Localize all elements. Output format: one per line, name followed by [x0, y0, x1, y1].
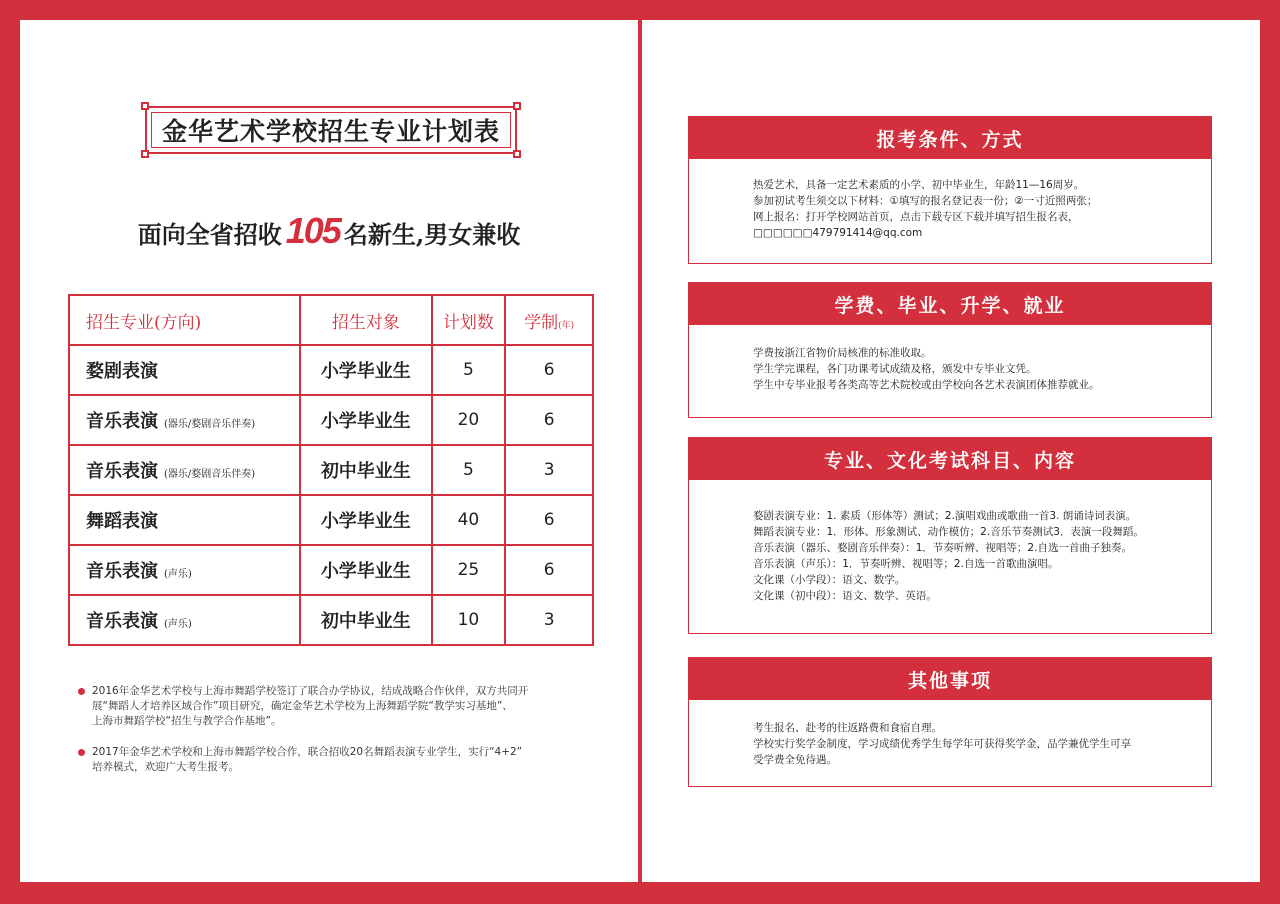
note-item [78, 745, 598, 775]
cell-target: 初中毕业生 [300, 445, 431, 495]
section-line: 音乐表演（声乐）：1．节奏听辨、视唱等；2.自选一首歌曲演唱。 [753, 558, 1059, 570]
table-row [69, 595, 593, 645]
table-row [69, 445, 593, 495]
header-target: 招生对象 [300, 295, 431, 345]
page-title: 金华艺术学校招生专业计划表 [161, 117, 500, 146]
cell-duration: 6 [505, 545, 593, 595]
section-line: 受学费全免待遇。 [753, 754, 837, 766]
section-line: 舞蹈表演专业：1．形体、形象测试、动作模仿；2.音乐节奏测试3．表演一段舞蹈。 [753, 526, 1144, 538]
section-body [689, 159, 1211, 241]
headline-suffix: 名新生,男女兼收 [343, 220, 521, 249]
bullet-dot-icon [78, 749, 85, 756]
cell-target: 小学毕业生 [300, 545, 431, 595]
section-title: 报考条件、方式 [689, 117, 1211, 159]
major-name: 舞蹈表演 [86, 511, 158, 532]
cell-target: 初中毕业生 [300, 595, 431, 645]
major-note: (器乐/婺剧音乐伴奏) [164, 469, 256, 480]
major-name: 婺剧表演 [86, 361, 158, 382]
table-row [69, 495, 593, 545]
cell-count: 40 [432, 495, 506, 545]
cell-duration: 3 [505, 445, 593, 495]
frame-corner [141, 150, 149, 158]
cell-target: 小学毕业生 [300, 345, 431, 395]
section-title: 专业、文化考试科目、内容 [689, 438, 1211, 480]
note-item [78, 684, 598, 729]
cell-count: 20 [432, 395, 506, 445]
section-fees [688, 282, 1212, 418]
table-row [69, 395, 593, 445]
note-line: 2017年金华艺术学校和上海市舞蹈学校合作，联合招收20名舞蹈表演专业学生，实行“4+2” [92, 746, 523, 758]
section-title: 其他事项 [689, 658, 1211, 700]
cell-count: 10 [432, 595, 506, 645]
note-line: 培养模式，欢迎广大考生报考。 [92, 761, 239, 773]
table-header-row [69, 295, 593, 345]
section-line: 学生中专毕业报考各类高等艺术院校或由学校向各艺术表演团体推荐就业。 [753, 379, 1100, 391]
section-body [689, 480, 1211, 604]
section-line: 热爱艺术，具备一定艺术素质的小学、初中毕业生，年龄11—16周岁。 [753, 179, 1085, 191]
major-name: 音乐表演 [86, 411, 158, 432]
cell-major [69, 545, 300, 595]
frame-corner [141, 102, 149, 110]
bullet-dot-icon [78, 688, 85, 695]
header-duration-unit: (年) [558, 320, 575, 331]
header-duration-label: 学制 [524, 312, 559, 333]
header-duration [505, 295, 593, 345]
note-line: 2016年金华艺术学校与上海市舞蹈学校签订了联合办学协议，结成战略合作伙伴，双方共同开 [92, 685, 529, 697]
cell-duration: 6 [505, 495, 593, 545]
section-body [689, 700, 1211, 768]
section-line: 考生报名、赴考的往返路费和食宿自理。 [753, 722, 942, 734]
note-line: 展“舞蹈人才培养区域合作”项目研究，确定金华艺术学校为上海舞蹈学院“教学实习基地”、 [92, 700, 513, 712]
major-name: 音乐表演 [86, 561, 158, 582]
cell-major [69, 395, 300, 445]
table-row [69, 545, 593, 595]
cell-count: 5 [432, 345, 506, 395]
enrollment-headline [20, 210, 638, 252]
section-line: 学生学完课程，各门功课考试成绩及格，颁发中专毕业文凭。 [753, 363, 1037, 375]
section-line: 文化课（初中段）：语文、数学、英语。 [753, 590, 937, 602]
cell-target: 小学毕业生 [300, 495, 431, 545]
section-line: 学校实行奖学金制度，学习成绩优秀学生每学年可获得奖学金，品学兼优学生可享 [753, 738, 1131, 750]
right-page [642, 20, 1260, 882]
major-name: 音乐表演 [86, 461, 158, 482]
major-note: (声乐) [164, 569, 192, 580]
section-line: □□□□□□479791414@qq.com [753, 227, 923, 239]
cell-target: 小学毕业生 [300, 395, 431, 445]
section-exams [688, 437, 1212, 634]
header-count: 计划数 [432, 295, 506, 345]
cell-duration: 6 [505, 395, 593, 445]
section-body [689, 325, 1211, 393]
section-line: 音乐表演（器乐、婺剧音乐伴奏）：1．节奏听辨、视唱等；2.自选一首曲子独奏。 [753, 542, 1132, 554]
cell-duration: 6 [505, 345, 593, 395]
section-line: 文化课（小学段）：语文、数学。 [753, 574, 906, 586]
cell-count: 25 [432, 545, 506, 595]
frame-corner [513, 150, 521, 158]
section-line: 网上报名：打开学校网站首页，点击下载专区下载并填写招生报名表， [753, 211, 1079, 223]
table-row [69, 345, 593, 395]
major-note: (器乐/婺剧音乐伴奏) [164, 419, 256, 430]
cell-major [69, 495, 300, 545]
section-requirements [688, 116, 1212, 264]
section-title: 学费、毕业、升学、就业 [689, 283, 1211, 325]
enrollment-plan-table [68, 294, 594, 646]
header-major: 招生专业(方向) [69, 295, 300, 345]
headline-number: 105 [285, 210, 340, 251]
notes-list [78, 684, 598, 791]
cell-major [69, 345, 300, 395]
major-name: 音乐表演 [86, 611, 158, 632]
section-line: 参加初试考生须交以下材料：①填写的报名登记表一份；②一寸近照两张； [753, 195, 1098, 207]
cell-duration: 3 [505, 595, 593, 645]
section-line: 婺剧表演专业：1. 素质（形体等）测试；2.演唱戏曲或歌曲一首3. 朗诵诗词表演。 [753, 510, 1137, 522]
cell-major [69, 445, 300, 495]
title-frame [145, 106, 517, 154]
section-line: 学费按浙江省物价局核准的标准收取。 [753, 347, 932, 359]
note-line: 上海市舞蹈学校“招生与教学合作基地”。 [92, 715, 282, 727]
frame-corner [513, 102, 521, 110]
major-note: (声乐) [164, 619, 192, 630]
cell-count: 5 [432, 445, 506, 495]
cell-major [69, 595, 300, 645]
left-page [20, 20, 638, 882]
headline-prefix: 面向全省招收 [137, 220, 282, 249]
section-other [688, 657, 1212, 787]
